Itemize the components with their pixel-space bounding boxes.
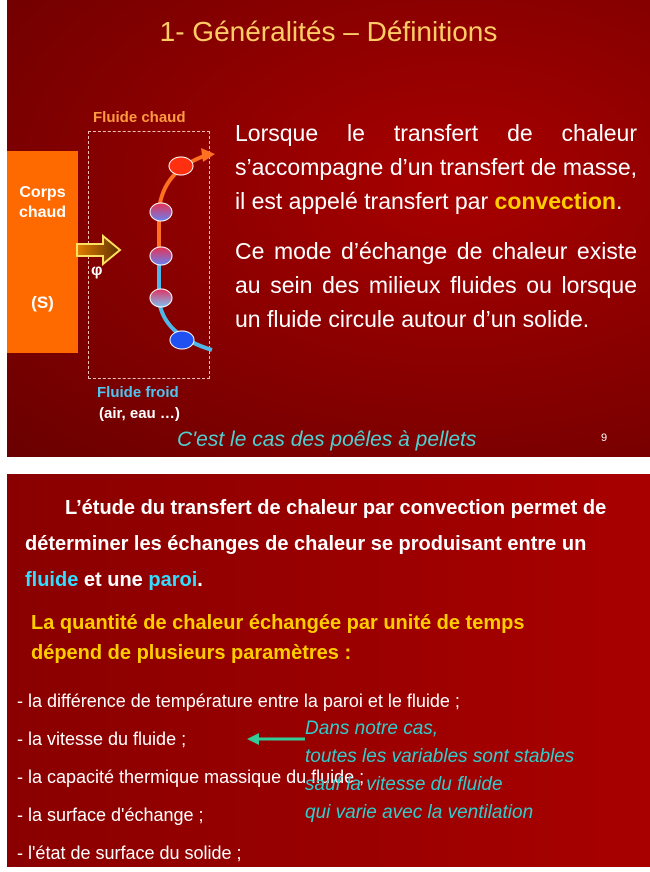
- text: Lorsque le transfert de chaleur s’accompagne d’un transfert de masse, il est appelé transfert par: [235, 120, 637, 214]
- paroi-highlight: paroi: [148, 569, 198, 591]
- list-item: - la vitesse du fluide ;: [17, 729, 187, 749]
- particle-icon: [150, 203, 172, 221]
- annotation-line: sauf la vitesse du fluide: [305, 774, 503, 795]
- intro-paragraph: [25, 490, 635, 598]
- arrow-left-icon: [247, 731, 307, 747]
- paragraph-convection: [235, 116, 637, 218]
- fluid-examples: (air, eau …): [99, 405, 180, 422]
- note: C'est le cas des poêles à pellets: [177, 428, 477, 451]
- slide-title: 1- Généralités – Définitions: [159, 16, 498, 47]
- hot-particle-icon: [169, 157, 193, 175]
- list-item: - la surface d'échange ;: [17, 805, 204, 825]
- fluide-highlight: fluide: [25, 569, 79, 591]
- text: .: [615, 188, 623, 214]
- annotation-line: Dans notre cas,: [305, 718, 439, 739]
- cold-fluid-label: Fluide froid: [97, 384, 179, 401]
- convection-highlight: convection: [494, 188, 616, 214]
- particle-icon: [150, 247, 172, 265]
- list-item: - la différence de température entre la paroi et le fluide ;: [17, 691, 460, 711]
- slide-9: [7, 0, 650, 457]
- annotation-line: toutes les variables sont stables: [305, 746, 575, 767]
- annotation-line: qui varie avec la ventilation: [305, 802, 534, 823]
- text: .: [197, 569, 203, 591]
- particle-icon: [150, 289, 172, 307]
- text: et une: [78, 569, 149, 591]
- parameters-heading: La quantité de chaleur échangée par unité de temps dépend de plusieurs paramètres :: [31, 612, 525, 664]
- heat-flux-arrow-icon: [77, 236, 120, 264]
- convection-diagram: [67, 140, 227, 370]
- page-number: 9: [601, 432, 608, 444]
- paragraph-fluids: Ce mode d’échange de chaleur existe au sein des milieux fluides ou lorsque un fluide circule autour d’un solide.: [235, 238, 637, 332]
- slide-body: [235, 116, 637, 352]
- hot-fluid-label: Fluide chaud: [93, 109, 186, 126]
- slide-10: [7, 474, 650, 867]
- text: L’étude du transfert de chaleur par convection permet de déterminer les échanges de chaleur se produisant entre un: [25, 497, 607, 555]
- list-item: - la capacité thermique massique du fluide ;: [17, 767, 365, 787]
- flow-arrowhead-icon: [201, 148, 215, 162]
- hot-body-label: Corps chaud: [18, 184, 67, 221]
- annotation: [305, 715, 574, 827]
- cold-particle-icon: [170, 331, 194, 349]
- surface-label: (S): [31, 293, 54, 312]
- list-item: - l'état de surface du solide ;: [17, 843, 242, 863]
- heat-flux-symbol: φ: [91, 262, 103, 279]
